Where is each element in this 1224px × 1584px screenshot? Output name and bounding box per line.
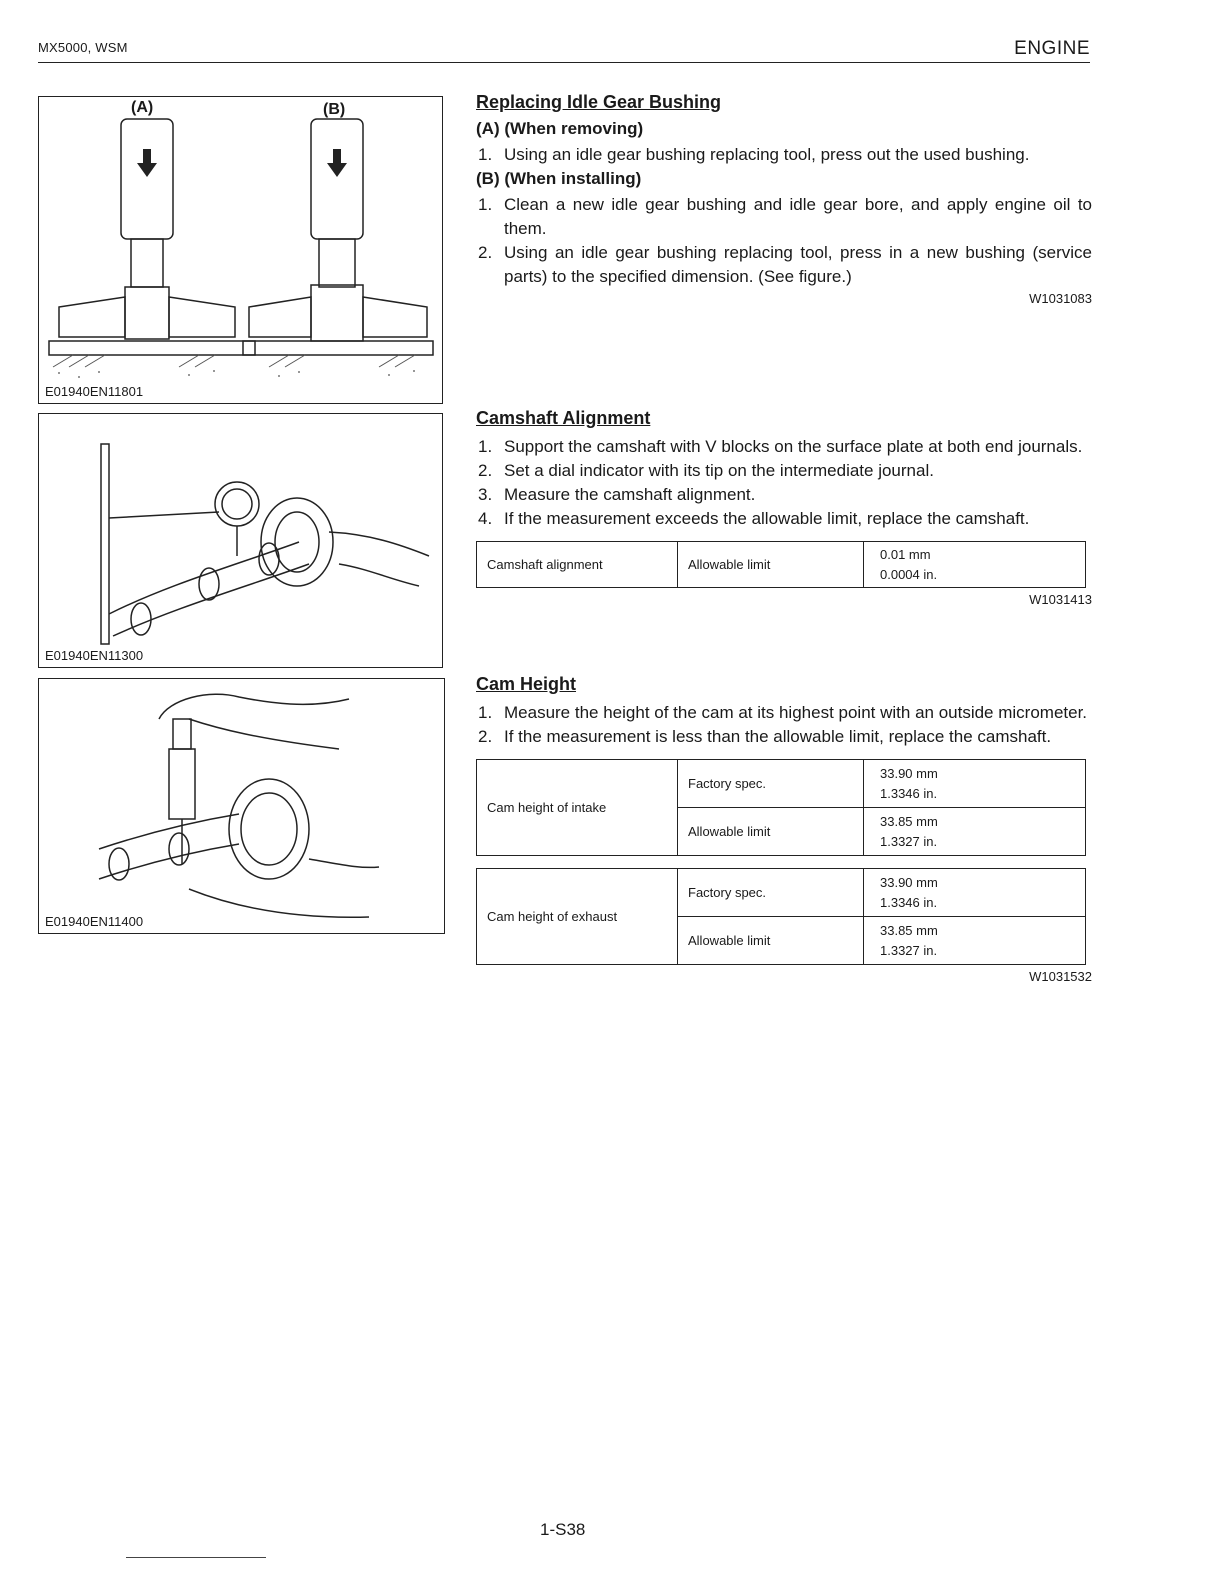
list-item: 1. Support the camshaft with V blocks on the surface plate at both end journals.	[478, 437, 1083, 456]
spec-label: Factory spec.	[678, 869, 864, 917]
table-row	[477, 542, 1086, 588]
figure-caption: E01940EN11400	[45, 914, 144, 929]
section-cam-height	[476, 674, 1092, 984]
list-item: 1. Measure the height of the cam at its highest point with an outside micrometer.	[478, 703, 1088, 722]
header-manual-title: MX5000, WSM	[38, 40, 128, 55]
subheading-installing: (B) (When installing)	[476, 169, 642, 188]
spec-label: Allowable limit	[678, 542, 864, 588]
list-item: 3. Measure the camshaft alignment.	[478, 485, 756, 504]
alignment-spec-table	[476, 541, 1086, 588]
figure-caption: E01940EN11801	[45, 384, 144, 399]
section-camshaft-alignment	[476, 408, 1092, 607]
section-idle-gear-bushing	[476, 92, 1092, 306]
spec-value: 33.90 mm 1.3346 in.	[864, 869, 1086, 917]
spec-value: 33.85 mm 1.3327 in.	[864, 808, 1086, 856]
spec-item: Camshaft alignment	[477, 542, 678, 588]
spec-value: 33.90 mm 1.3346 in.	[864, 760, 1086, 808]
exhaust-spec-table	[476, 868, 1086, 965]
section-title: Camshaft Alignment	[476, 408, 651, 428]
label-b: (B)	[323, 101, 346, 118]
reference-code: W1031532	[1029, 969, 1092, 984]
figure-bushing-press	[38, 96, 443, 404]
spec-value: 33.85 mm 1.3327 in.	[864, 917, 1086, 965]
bushing-press-illustration	[39, 97, 442, 403]
label-a: (A)	[131, 99, 154, 116]
spec-label: Allowable limit	[678, 808, 864, 856]
list-item: 1. Clean a new idle gear bushing and idle gear bore, and apply engine oil to them.	[478, 195, 1092, 238]
list-item: 2. Set a dial indicator with its tip on the intermediate journal.	[478, 461, 934, 480]
table-row	[477, 760, 1086, 808]
figure-caption: E01940EN11300	[45, 648, 144, 663]
steps-removing	[476, 143, 1092, 167]
spec-label: Allowable limit	[678, 917, 864, 965]
micrometer-illustration	[39, 679, 444, 933]
dial-indicator-illustration	[39, 414, 442, 667]
figure-cam-height	[38, 678, 445, 934]
reference-code: W1031083	[1029, 291, 1092, 306]
list-item: 2. If the measurement is less than the allowable limit, replace the camshaft.	[478, 727, 1052, 746]
footer-rule	[126, 1557, 266, 1558]
reference-code: W1031413	[1029, 592, 1092, 607]
table-row	[477, 869, 1086, 917]
header-rule	[38, 62, 1090, 63]
spec-item: Cam height of exhaust	[477, 869, 678, 965]
steps-alignment	[476, 435, 1092, 531]
section-title: Replacing Idle Gear Bushing	[476, 92, 722, 112]
steps-installing	[476, 193, 1092, 289]
header-chapter: ENGINE	[1014, 38, 1090, 59]
subheading-removing: (A) (When removing)	[476, 119, 644, 138]
steps-cam-height	[476, 701, 1092, 749]
spec-label: Factory spec.	[678, 760, 864, 808]
list-item: 2. Using an idle gear bushing replacing tool, press in a new bushing (service parts) to the specified dimension. (See figure.)	[478, 243, 1092, 286]
intake-spec-table	[476, 759, 1086, 856]
figure-camshaft-alignment	[38, 413, 443, 668]
page-number: 1-S38	[540, 1520, 586, 1539]
spec-value: 0.01 mm 0.0004 in.	[864, 542, 1086, 588]
list-item: 1. Using an idle gear bushing replacing tool, press out the used bushing.	[478, 145, 1030, 164]
list-item: 4. If the measurement exceeds the allowable limit, replace the camshaft.	[478, 509, 1030, 528]
spec-item: Cam height of intake	[477, 760, 678, 856]
section-title: Cam Height	[476, 674, 577, 694]
